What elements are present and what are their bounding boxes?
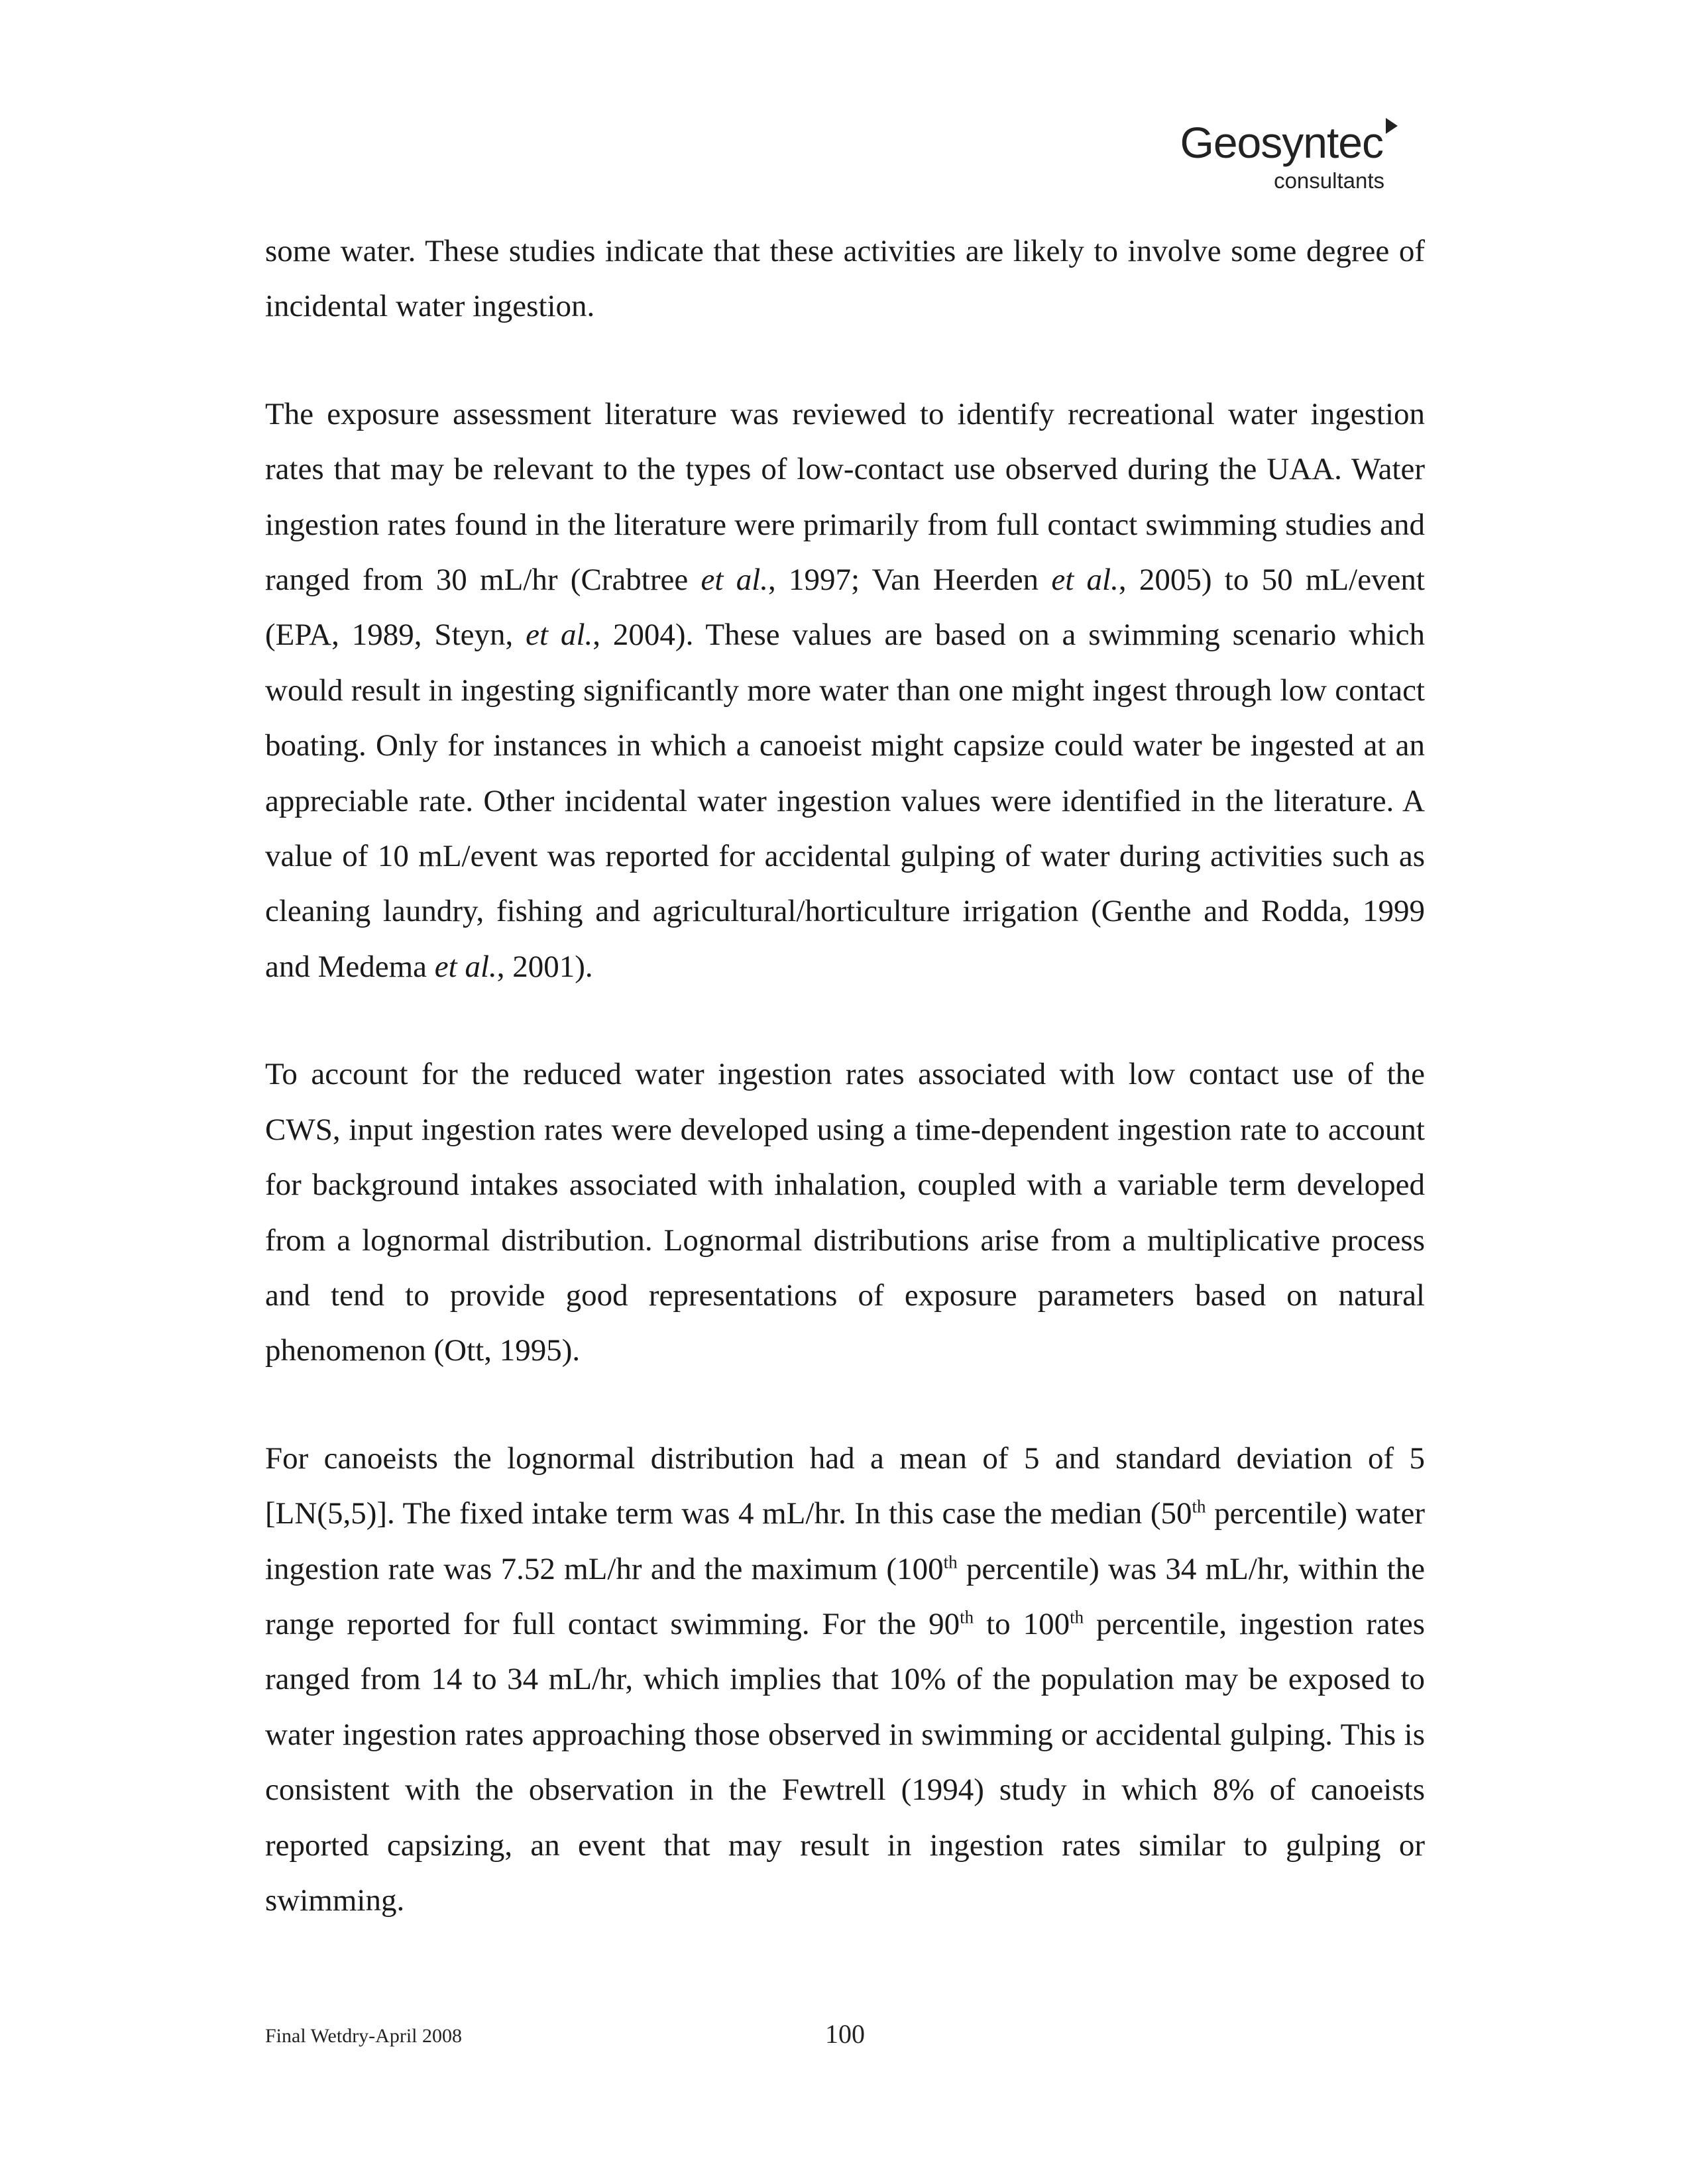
paragraph-2-text: , 2004). These values are based on a swimming scenario which would result in ingesting significantly more water than one might ingest through low contact boating. Only for instances in which a canoeist might capsize could water be ingested at an appreciable rate. Other incidental water ingestion values were identified in the literature. A value of 10 mL/event was reported for accidental gulping of water during activities such as cleaning laundry, fishing and agricultural/horticulture irrigation (Genthe and Rodda, 1999 and Medema (265, 618, 1426, 984)
paragraph-4 (265, 1431, 1425, 1929)
paragraph-2-text: The exposure assessment literature was reviewed to identify recreational water ingestion rates that may be relevant to the types of low-contact use observed during the UAA. Water ingestion rates found in the literature were primarily from full contact swimming studies and ranged from 30 mL/hr (Crabtree (265, 396, 1425, 598)
superscript: th (1070, 1607, 1084, 1627)
paragraph-2-text: , 1997; Van Heerden (768, 563, 1052, 598)
logo-subtitle: consultants (1274, 168, 1384, 193)
paragraph-4-text: For canoeists the lognormal distribution had a mean of 5 and standard deviation of 5 [LN(5,5)]. The fixed intake term was 4 mL/hr. In this case the median (50 (265, 1441, 1425, 1531)
footer-document-title: Final Wetdry-April 2008 (265, 2025, 462, 2047)
et-al: et al. (701, 563, 769, 598)
logo-name: Geosyntec (1180, 118, 1383, 167)
paragraph-2-text: , 2005) to 50 mL/event (EPA, 1989, Steyn, (265, 563, 1425, 653)
body-text (265, 224, 1425, 1981)
paragraph-2 (265, 387, 1425, 995)
et-al: et al. (1051, 563, 1119, 598)
paragraph-4-text: percentile, ingestion rates ranged from 14 to 34 mL/hr, which implies that 10% of the population may be exposed to water ingestion rates approaching those observed in swimming or accidental gulping. This is consistent with the observation in the Fewtrell (1994) study in which 8% of canoeists reported capsizing, an event that may result in ingestion rates similar to gulping or swimming. (265, 1606, 1425, 1918)
superscript: th (960, 1607, 974, 1627)
paragraph-3: To account for the reduced water ingestion rates associated with low contact use of the CWS, input ingestion rates were developed using a time-dependent ingestion rate to account for background intakes associated with inhalation, coupled with a variable term developed from a lognormal distribution. Lognormal distributions arise from a multiplicative process and tend to provide good representations of exposure parameters based on natural phenomenon (Ott, 1995). (265, 1057, 1425, 1368)
paragraph-4-text: percentile) water ingestion rate was 7.52 mL/hr and the maximum (100 (265, 1496, 1425, 1586)
et-al: et al. (526, 618, 593, 653)
company-logo (1180, 118, 1398, 193)
logo-triangle-icon (1386, 118, 1398, 134)
paragraph-2-text: , 2001). (496, 949, 593, 984)
superscript: th (943, 1551, 958, 1572)
superscript: th (1192, 1496, 1206, 1517)
paragraph-4-text: to 100 (974, 1606, 1070, 1641)
paragraph-1: some water. These studies indicate that these activities are likely to involve some degree of incidental water ingestion. (265, 234, 1425, 324)
et-al: et al. (434, 949, 497, 984)
paragraph-4-text: percentile) was 34 mL/hr, within the range reported for full contact swimming. For the 90 (265, 1551, 1425, 1641)
page-number: 100 (825, 2019, 865, 2049)
